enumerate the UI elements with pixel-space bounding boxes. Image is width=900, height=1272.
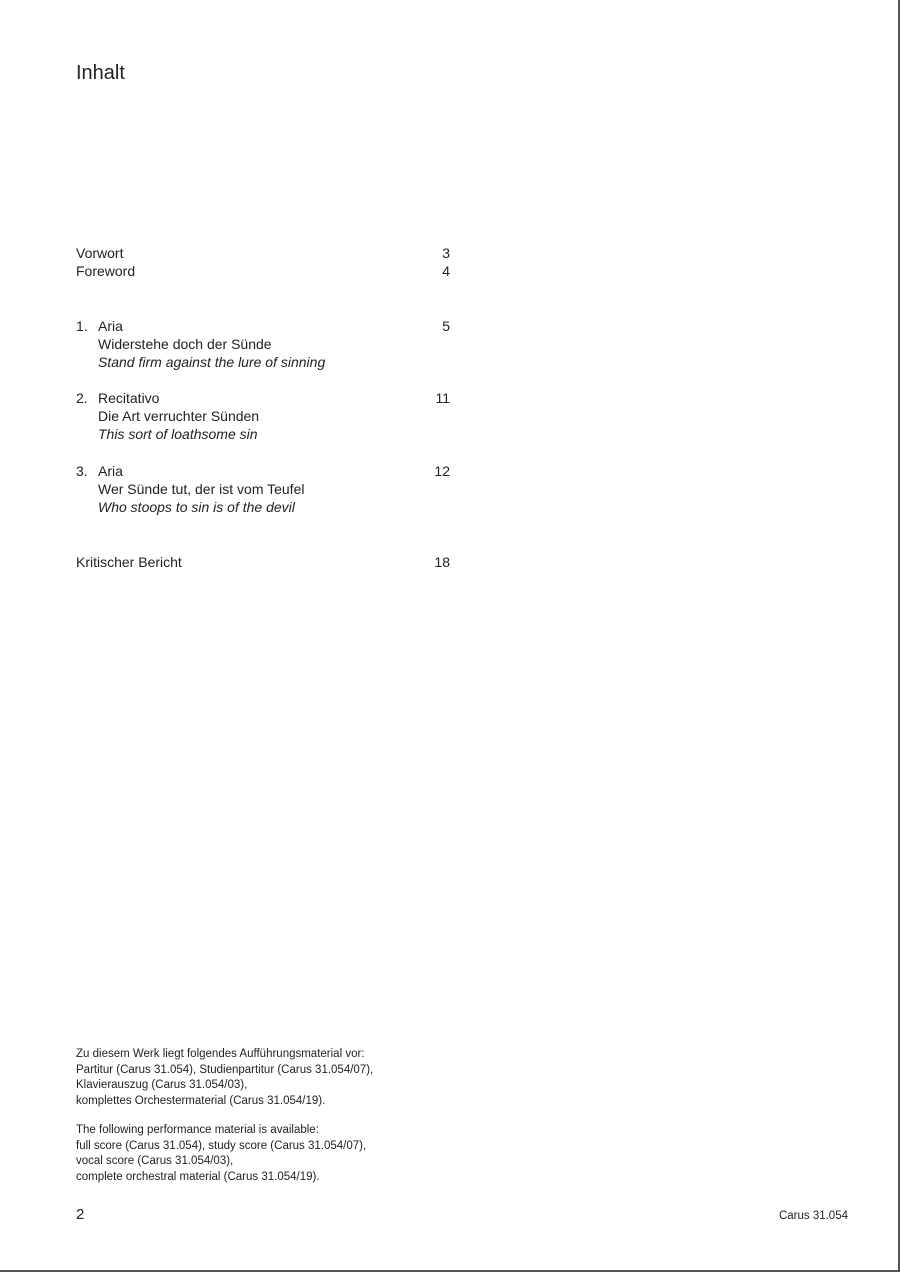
toc-page-number: 3 (442, 245, 450, 261)
movement-title-de: Die Art verruchter Sünden (98, 408, 260, 424)
movement-number: 3. (76, 463, 88, 479)
movement-type: Recitativo (98, 390, 160, 406)
movement-type: Aria (98, 463, 123, 479)
page-title: Inhalt (76, 62, 125, 84)
note-line: komplettes Orchestermaterial (Carus 31.054/19). (76, 1094, 326, 1107)
movement-title-en: This sort of loathsome sin (98, 426, 258, 442)
toc-page-number: 5 (442, 318, 450, 334)
page-number: 2 (76, 1206, 85, 1223)
note-line: full score (Carus 31.054), study score (Carus 31.054/07), (76, 1139, 367, 1152)
toc-row-vorwort[interactable] (76, 244, 450, 262)
movement-number: 1. (76, 318, 88, 334)
note-line: Klavierauszug (Carus 31.054/03), (76, 1079, 248, 1091)
catalog-number: Carus 31.054 (778, 1210, 848, 1222)
movement-title-en: Stand firm against the lure of sinning (98, 354, 326, 370)
movement-title-de: Wer Sünde tut, der ist vom Teufel (98, 481, 305, 497)
movement-title-en: Who stoops to sin is of the devil (98, 499, 295, 515)
note-line: complete orchestral material (Carus 31.054/19). (76, 1170, 320, 1183)
note-line: Zu diesem Werk liegt folgendes Aufführungsmaterial vor: (76, 1048, 365, 1060)
movement-type: Aria (98, 318, 123, 334)
movement-number: 2. (76, 390, 88, 406)
toc-row-foreword[interactable] (76, 262, 450, 280)
toc-label: Kritischer Bericht (76, 554, 182, 570)
note-line: Partitur (Carus 31.054), Studienpartitur (Carus 31.054/07), (76, 1063, 374, 1076)
note-line: vocal score (Carus 31.054/03), (76, 1155, 234, 1167)
toc-label: Vorwort (76, 245, 124, 261)
toc-page-number: 18 (434, 554, 450, 570)
performance-material-note-de (76, 1047, 373, 1109)
toc-page-number: 4 (442, 263, 450, 279)
toc-row-kritischer-bericht[interactable] (76, 553, 450, 571)
toc-page-number: 11 (435, 390, 450, 406)
note-line: The following performance material is available: (76, 1124, 319, 1136)
performance-material-note-en (76, 1123, 366, 1185)
movement-title-de: Widerstehe doch der Sünde (98, 336, 272, 352)
toc-label: Foreword (76, 263, 136, 279)
toc-page-number: 12 (434, 463, 450, 479)
